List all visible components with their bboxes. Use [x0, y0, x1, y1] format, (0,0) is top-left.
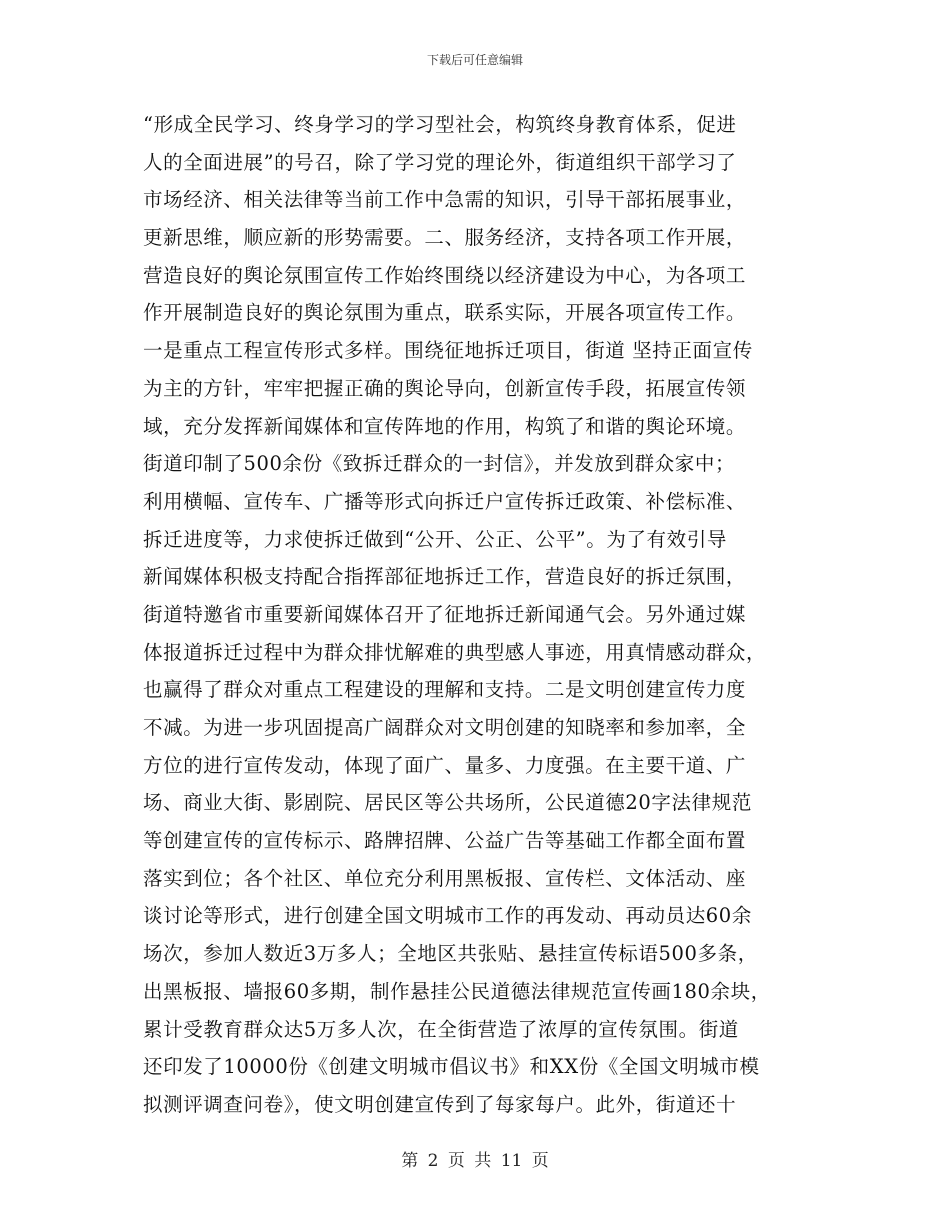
- body-text-line: 不减。为进一步巩固提高广阔群众对文明创建的知晓率和参加率，全: [143, 716, 747, 739]
- page-header-note: 下载后可任意编辑: [426, 53, 523, 67]
- body-text-line: 拆迁进度等，力求使拆迁做到“公开、公正、公平”。为了有效引导: [143, 527, 727, 551]
- body-text-line: 累计受教育群众达5万多人次，在全街营造了浓厚的宣传氛围。街道: [143, 1017, 739, 1041]
- body-text-line: 场次，参加人数近3万多人；全地区共张贴、悬挂宣传标语500多条，: [143, 942, 758, 966]
- body-text-line: 一是重点工程宣传形式多样。围绕征地拆迁项目，街道 坚持正面宣传: [143, 339, 753, 363]
- body-text-line: 落实到位；各个社区、单位充分利用黑板报、宣传栏、文体活动、座: [143, 866, 747, 890]
- body-text-line: 人的全面进展”的号召，除了学习党的理论外，街道组织干部学习了: [143, 150, 737, 174]
- body-text-line: 等创建宣传的宣传标示、路牌招牌、公益广告等基础工作都全面布置: [143, 829, 747, 853]
- body-text-line: 利用横幅、宣传车、广播等形式向拆迁户宣传拆迁政策、补偿标准、: [143, 489, 747, 513]
- body-text-line: 市场经济、相关法律等当前工作中急需的知识，引导干部拓展事业，: [143, 188, 747, 212]
- body-text-line: 域，充分发挥新闻媒体和宣传阵地的作用，构筑了和谐的舆论环境。: [143, 414, 747, 438]
- body-text-line: 谈讨论等形式，进行创建全国文明城市工作的再发动、再动员达60余: [143, 904, 752, 928]
- body-text-line: 作开展制造良好的舆论氛围为重点，联系实际，开展各项宣传工作。: [143, 301, 747, 325]
- body-text-line: 更新思维，顺应新的形势需要。二、服务经济，支持各项工作开展，: [143, 226, 747, 250]
- body-text-line: 街道印制了500余份《致拆迁群众的一封信》，并发放到群众家中；: [143, 452, 736, 476]
- body-text-line: “形成全民学习、终身学习的学习型社会，构筑终身教育体系，促进: [143, 113, 737, 136]
- body-text-line: 体报道拆迁过程中为群众排忧解难的典型感人事迹，用真情感动群众，: [143, 640, 767, 664]
- body-text-line: 为主的方针，牢牢把握正确的舆论导向，创新宣传手段，拓展宣传领: [143, 376, 747, 400]
- page-number: 第 2 页 共 11 页: [401, 1151, 549, 1171]
- body-text-line: 营造良好的舆论氛围宣传工作始终围绕以经济建设为中心，为各项工: [143, 263, 747, 287]
- body-text-line: 方位的进行宣传发动，体现了面广、量多、力度强。在主要干道、广: [143, 753, 747, 777]
- body-text-line: 还印发了10000份《创建文明城市倡议书》和XX份《全国文明城市模: [143, 1055, 760, 1079]
- body-text-line: 街道特邀省市重要新闻媒体召开了征地拆迁新闻通气会。另外通过媒: [143, 602, 747, 626]
- body-text-line: 也赢得了群众对重点工程建设的理解和支持。二是文明创建宣传力度: [143, 678, 747, 702]
- document-body: [143, 106, 823, 1124]
- body-text-line: 出黑板报、墙报60多期，制作悬挂公民道德法律规范宣传画180余块，: [143, 979, 771, 1003]
- body-text-line: 新闻媒体积极支持配合指挥部征地拆迁工作，营造良好的拆迁氛围，: [143, 565, 747, 589]
- body-text-line: 拟测评调查问卷》，使文明创建宣传到了每家每户。此外，街道还十: [143, 1092, 737, 1116]
- body-text-line: 场、商业大街、影剧院、居民区等公共场所，公民道德20字法律规范: [143, 791, 752, 815]
